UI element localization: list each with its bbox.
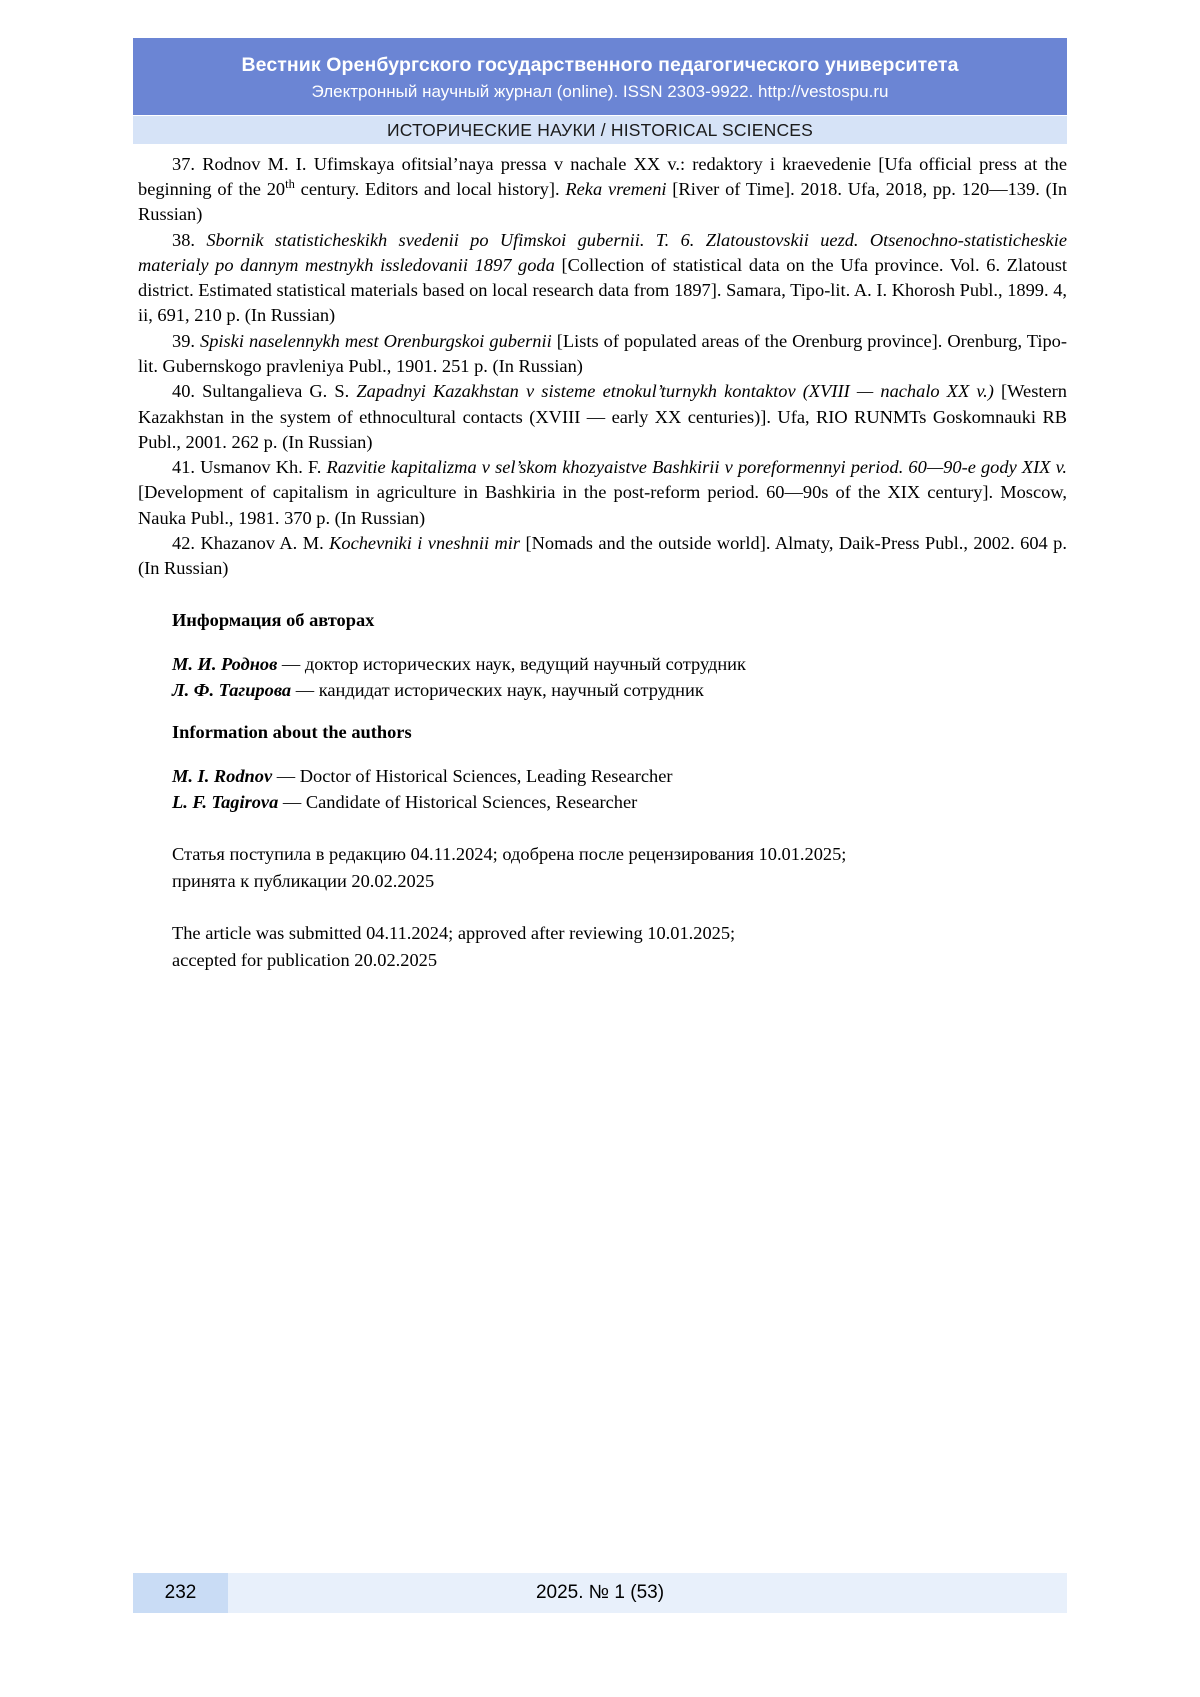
page-content	[138, 152, 1067, 974]
author-name: M. I. Rodnov	[172, 765, 273, 786]
reference-italic-part: Kochevniki i vneshnii mir	[329, 533, 521, 554]
spacer	[138, 582, 1067, 608]
author-name: L. F. Tagirova	[172, 791, 279, 812]
reference-number: 39.	[172, 330, 195, 351]
reference-superscript: th	[285, 176, 295, 191]
author-name: М. И. Роднов	[172, 653, 278, 674]
author-entry-en	[138, 789, 1067, 815]
footer-issue-label: 2025. № 1 (53)	[535, 1582, 665, 1603]
author-description: — доктор исторических наук, ведущий научный сотрудник	[277, 653, 746, 674]
reference-item	[138, 228, 1067, 328]
reference-item	[138, 152, 1067, 227]
reference-italic-part: Sbornik statisticheskikh svedenii po Ufimskoi gubernii. T. 6. Zlatoustovskii uezd. Otsenochno-statisticheskie materialy po dannym mestnykh issledovanii 1897 goda	[138, 229, 1067, 275]
authors-info-heading-en: Information about the authors	[172, 721, 412, 742]
reference-text-part: [Lists of populated areas of the Orenburg province]. Orenburg, Tipo-lit. Gubernskogo pravleniya Publ., 1901. 251 p. (In Russian)	[138, 330, 1067, 376]
journal-title: Вестник Оренбургского государственного педагогического университета	[241, 54, 959, 76]
author-name: Л. Ф. Тагирова	[172, 679, 292, 700]
author-entry-ru	[138, 677, 1067, 703]
author-description: — Candidate of Historical Sciences, Researcher	[278, 791, 638, 812]
journal-subtitle: Электронный научный журнал (online). ISSN 2303-9922. http://vestospu.ru	[311, 82, 889, 102]
reference-text-part: century. Editors and local history].	[294, 179, 566, 200]
spacer	[138, 703, 1067, 720]
reference-text-part: Rodnov M. I. Ufimskaya ofitsial’naya pressa v nachale XX v.: redaktory i kraevedenie [Ufa official press at the beginning of the 20	[138, 154, 1067, 200]
spacer	[138, 894, 1067, 920]
reference-item	[138, 329, 1067, 379]
submission-dates-ru-line1: Статья поступила в редакцию 04.11.2024; одобрена после рецензирования 10.01.2025;	[172, 843, 847, 864]
spacer	[138, 634, 1067, 651]
reference-text-part: [Western Kazakhstan in the system of ethnocultural contacts (XVIII — early XX centuries)]. Ufa, RIO RUNMTs Goskomnauki RB Publ., 2001. 262 p. (In Russian)	[138, 381, 1067, 452]
reference-number: 38.	[172, 229, 195, 250]
submission-dates-ru-line2: принята к публикации 20.02.2025	[172, 870, 435, 891]
spacer	[138, 746, 1067, 763]
submission-dates-en-line2: accepted for publication 20.02.2025	[172, 949, 438, 970]
reference-text-part: [River of Time]. 2018. Ufa, 2018, pp. 120—139. (In Russian)	[138, 179, 1068, 225]
author-entry-en	[138, 763, 1067, 789]
reference-italic-part: Reka vremeni	[565, 179, 667, 200]
authors-info-heading-ru: Информация об авторах	[172, 609, 375, 630]
reference-text-part: Sultangalieva G. S.	[202, 381, 357, 402]
footer-page-number: 232	[133, 1573, 228, 1613]
reference-italic-part: Spiski naselennykh mest Orenburgskoi gubernii	[200, 330, 552, 351]
reference-text-part: Khazanov A. M.	[200, 533, 330, 554]
author-description: — Doctor of Historical Sciences, Leading Researcher	[272, 765, 673, 786]
journal-header-band	[133, 38, 1067, 115]
reference-item	[138, 379, 1067, 454]
reference-item	[138, 531, 1067, 581]
reference-number: 42.	[172, 533, 195, 554]
reference-number: 41.	[172, 457, 195, 478]
submission-dates-en-line1: The article was submitted 04.11.2024; approved after reviewing 10.01.2025;	[172, 923, 736, 944]
reference-italic-part: Zapadnyi Kazakhstan v sisteme etnokul’turnykh kontaktov (XVIII — nachalo XX v.)	[356, 381, 994, 402]
reference-number: 40.	[172, 381, 195, 402]
reference-number: 37.	[172, 154, 195, 174]
reference-text-part: [Development of capitalism in agriculture in Bashkiria in the post-reform period. 60—90s of the XIX century]. Moscow, Nauka Publ., 1981. 370 p. (In Russian)	[138, 482, 1067, 528]
author-entry-ru	[138, 651, 1067, 677]
reference-item	[138, 455, 1067, 530]
section-heading: ИСТОРИЧЕСКИЕ НАУКИ / HISTORICAL SCIENCES	[133, 116, 1067, 144]
reference-italic-part: Razvitie kapitalizma v sel’skom khozyaistve Bashkirii v poreformennyi period. 60—90-e gody XIX v.	[326, 457, 1067, 478]
reference-text-part: Usmanov Kh. F.	[200, 457, 327, 478]
reference-text-part: [Nomads and the outside world]. Almaty, Daik-Press Publ., 2002. 604 p. (In Russian)	[138, 533, 1067, 579]
author-description: — кандидат исторических наук, научный сотрудник	[291, 679, 704, 700]
reference-text-part: [Collection of statistical data on the Ufa province. Vol. 6. Zlatoust district. Estimated statistical materials based on local research data from 1897]. Samara, Tipo-lit. A. I. Khorosh Publ., 1899. 4, ii, 691, 210 p. (In Russian)	[138, 254, 1067, 326]
spacer	[138, 815, 1067, 841]
